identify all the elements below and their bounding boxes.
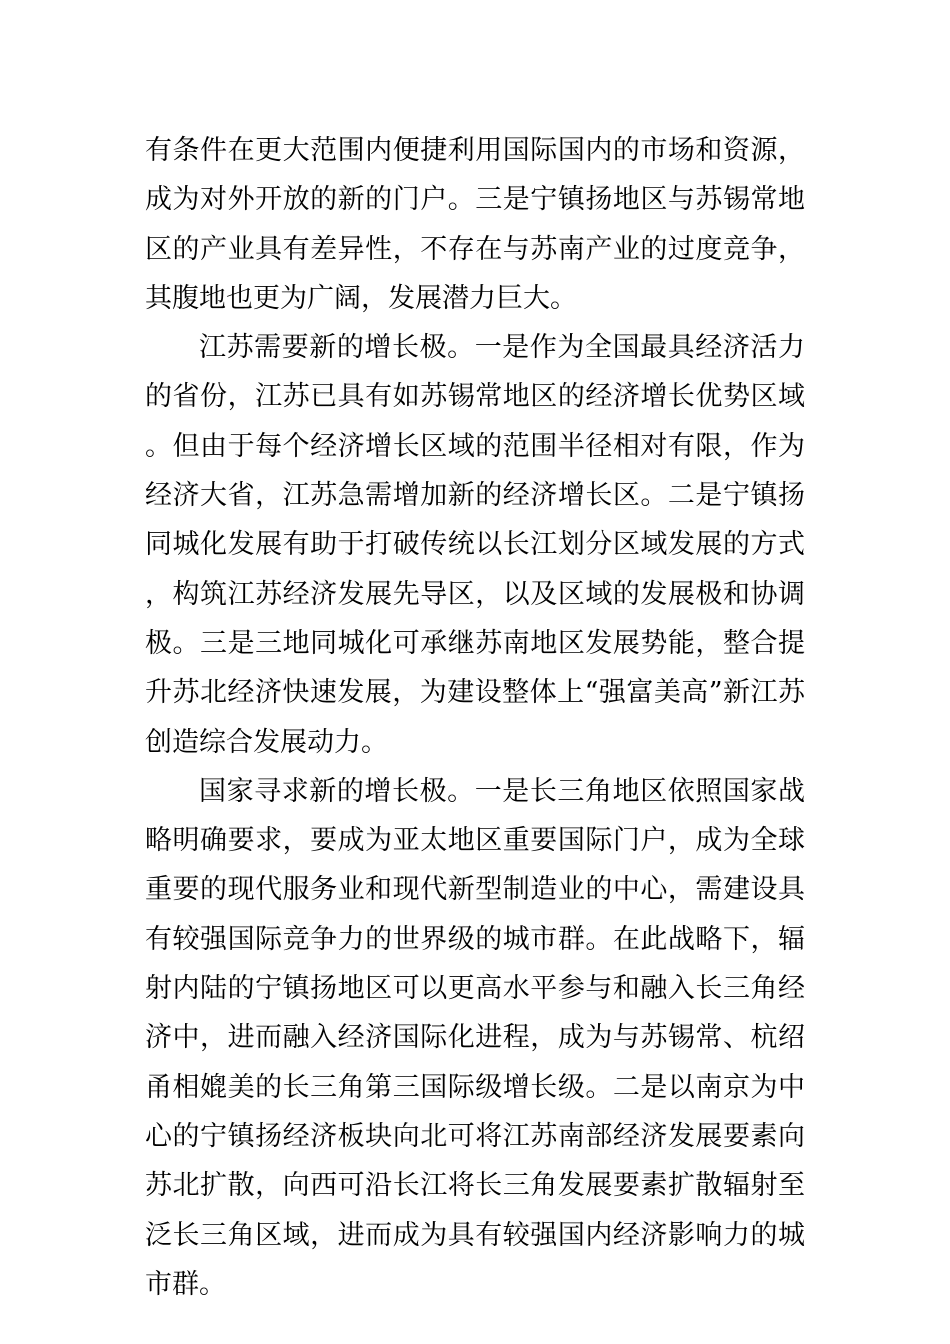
paragraph-national-growth-pole: 国家寻求新的增长极。一是长三角地区依照国家战略明确要求，要成为亚太地区重要国际门户，成为全球重要的现代服务业和现代新型制造业的中心，需建设具有较强国际竞争力的世界级的城市群。在此战略下，辐射内陆的宁镇扬地区可以更高水平参与和融入长三角经济中，进而融入经济国际化进程，成为与苏锡常、杭绍甬相媲美的长三角第三国际级增长级。二是以南京为中心的宁镇扬经济板块向北可将江苏南部经济发展要素向苏北扩散，向西可沿长江将长三角发展要素扩散辐射至泛长三角区域，进而成为具有较强国内经济影响力的城市群。 [145, 775, 805, 1300]
paragraph-jiangsu-growth-pole: 江苏需要新的增长极。一是作为全国最具经济活力的省份，江苏已具有如苏锡常地区的经济增长优势区域。但由于每个经济增长区域的范围半径相对有限，作为经济大省，江苏急需增加新的经济增长区。二是宁镇扬同城化发展有助于打破传统以长江划分区域发展的方式，构筑江苏经济发展先导区，以及区域的发展极和协调极。三是三地同城化可承继苏南地区发展势能，整合提升苏北经济快速发展，为建设整体上“强富美高”新江苏创造综合发展动力。 [145, 332, 805, 758]
paragraph-continuation: 有条件在更大范围内便捷利用国际国内的市场和资源，成为对外开放的新的门户。三是宁镇扬地区与苏锡常地区的产业具有差异性，不存在与苏南产业的过度竞争，其腹地也更为广阔，发展潜力巨大。 [145, 135, 805, 314]
body-text [145, 126, 805, 1309]
